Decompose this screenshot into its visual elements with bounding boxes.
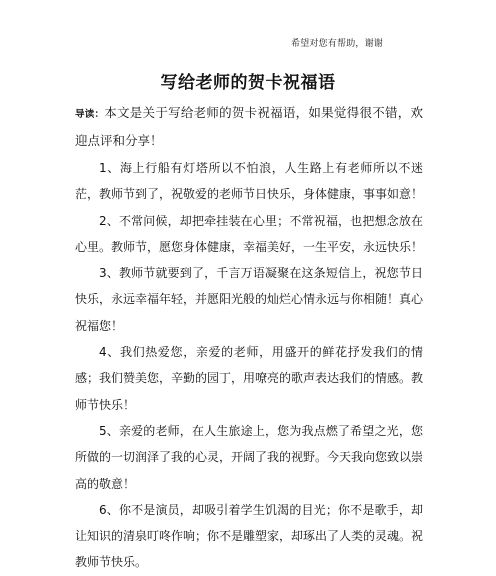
intro-label: 导读： [75,109,105,120]
blessing-paragraph-5: 5、亲爱的老师，在人生旅途上，您为我点燃了希望之光，您所做的一切润泽了我的心灵，开阔了我的视野。今天我向您致以崇高的敬意！ [75,423,424,491]
page-title: 写给老师的贺卡祝福语 [160,73,336,93]
blessing-paragraph-6: 6、你不是演员，却吸引着学生饥渴的目光；你不是歌手，却让知识的清泉叮咚作响；你不是雕塑家，却琢出了人类的灵魂。祝教师节快乐。 [75,502,424,570]
intro-paragraph [75,100,423,154]
blessing-paragraph-3: 3、教师节就要到了，千言万语凝聚在这条短信上，祝您节日快乐，永远幸福年轻，并愿阳光般的灿烂心情永远与你相随！真心祝福您！ [75,266,424,333]
header-note: 希望对您有帮助，谢谢 [291,39,384,49]
blessing-paragraph-4: 4、我们热爱您，亲爱的老师，用盛开的鲜花抒发我们的情感；我们赞美您，辛勤的园丁，用嘹亮的歌声表达我们的情感。教师节快乐！ [75,345,424,412]
blessing-paragraph-2: 2、不常问候，却把牵挂装在心里；不常祝福，也把想念放在心里。教师节，愿您身体健康，幸福美好，一生平安，永远快乐！ [75,213,424,254]
blessing-paragraph-1: 1、海上行船有灯塔所以不怕浪，人生路上有老师所以不迷茫，教师节到了，祝敬爱的老师节日快乐，身体健康，事事如意！ [75,161,424,202]
intro-text: 本文是关于写给老师的贺卡祝福语，如果觉得很不错，欢迎点评和分享！ [75,105,423,148]
document-body [75,100,423,576]
